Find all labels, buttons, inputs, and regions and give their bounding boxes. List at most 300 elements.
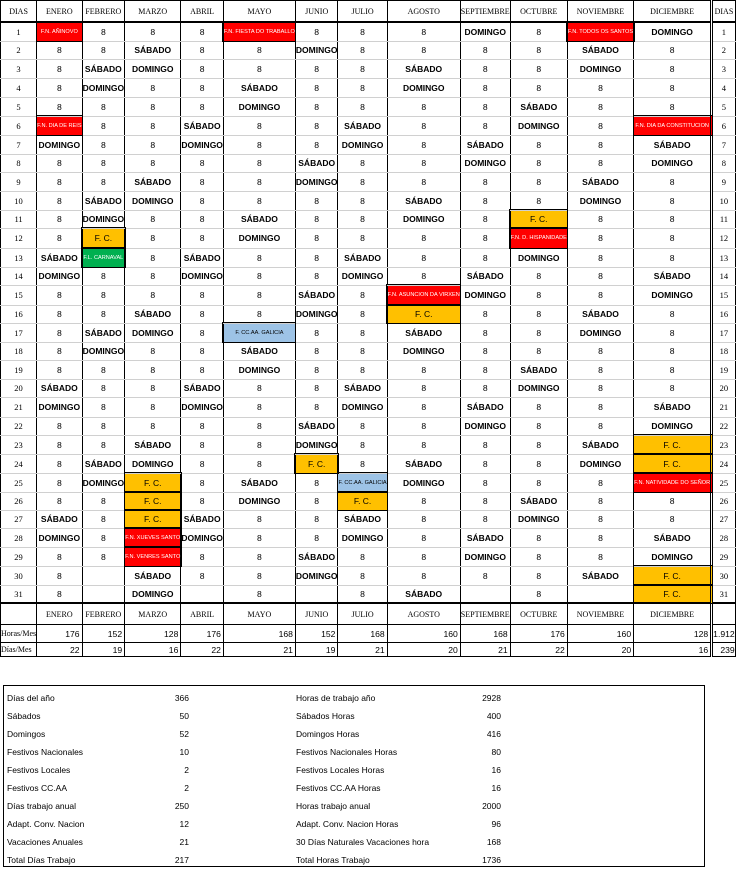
days-per-month-label: Días/Mes [1,643,37,657]
hours-cell: 8 [387,267,460,285]
weekend-cell: SÁBADO [338,379,387,397]
hours-cell: 8 [181,172,224,191]
hours-cell: 8 [634,41,712,59]
month-header: ABRIL [181,1,224,23]
hours-cell: 8 [295,59,338,78]
day-row [1,454,736,473]
hours-cell: 8 [634,360,712,379]
weekend-cell: SÁBADO [460,528,510,547]
hours-cell: 8 [181,417,224,435]
month-footer-row [1,603,736,625]
hours-cell: 8 [634,172,712,191]
weekend-cell: SÁBADO [125,566,181,585]
empty-cell [82,585,125,603]
day-number: 23 [712,435,736,454]
hours-cell: 8 [82,41,125,59]
summary-label: Festivos Locales Horas [296,765,385,775]
summary-value: 80 [491,747,501,757]
hours-cell: 8 [295,210,338,228]
weekend-cell: DOMINGO [223,492,295,510]
hours-cell: 8 [634,191,712,210]
hours-cell: 8 [295,510,338,528]
summary-label: Días del año [7,693,55,703]
hours-cell: 8 [37,342,82,360]
hours-cell: 8 [510,154,567,172]
summary-value: 2 [184,783,189,793]
hours-cell: 8 [634,492,712,510]
hours-cell: 8 [567,248,633,267]
weekend-cell: SÁBADO [295,154,338,172]
hours-cell: 8 [181,323,224,342]
hours-cell: 8 [567,78,633,97]
hours-cell: 8 [181,228,224,248]
holiday-cell: F.N. D. HISPANIDADE [510,228,567,248]
weekend-cell: DOMINGO [181,397,224,417]
weekend-cell: SÁBADO [460,135,510,154]
hours-cell: 8 [338,305,387,323]
hours-cell: 8 [295,97,338,116]
summary-label: Festivos Nacionales Horas [296,747,398,757]
hours-cell: 8 [338,585,387,603]
day-number: 25 [712,473,736,492]
weekend-cell: SÁBADO [37,510,82,528]
days-per-month-value: 22 [37,643,82,657]
hours-cell: 8 [460,379,510,397]
hours-cell: 8 [82,154,125,172]
day-number: 8 [1,154,37,172]
month-footer: AGOSTO [387,603,460,625]
hours-cell: 8 [82,360,125,379]
hours-cell: 8 [567,417,633,435]
summary-value: 16 [491,765,501,775]
month-header-row [1,1,736,23]
hours-per-month-value: 128 [634,625,712,643]
day-number: 18 [1,342,37,360]
day-number: 24 [712,454,736,473]
hours-cell: 8 [387,22,460,41]
weekend-cell: SÁBADO [181,248,224,267]
hours-per-month-value: 128 [125,625,181,643]
hours-cell: 8 [125,267,181,285]
hours-cell: 8 [460,116,510,135]
hours-cell: 8 [82,267,125,285]
holiday-cell: F. C. [510,210,567,228]
hours-per-month-value: 160 [567,625,633,643]
weekend-cell: DOMINGO [295,172,338,191]
summary-label: 30 Días Naturales Vacaciones hora [296,837,430,847]
weekend-cell: DOMINGO [510,379,567,397]
hours-cell: 8 [181,78,224,97]
month-header: SEPTIEMBRE [460,1,510,23]
day-number: 23 [1,435,37,454]
summary-label: Festivos CC.AA Horas [296,783,381,793]
hours-cell: 8 [223,566,295,585]
summary-value: 416 [486,729,501,739]
hours-cell: 8 [37,191,82,210]
hours-per-month-value: 176 [510,625,567,643]
summary-value: 21 [179,837,189,847]
weekend-cell: DOMINGO [125,585,181,603]
hours-cell: 8 [338,41,387,59]
hours-cell: 8 [125,285,181,305]
weekend-cell: SÁBADO [567,435,633,454]
summary-value: 16 [491,783,501,793]
hours-cell: 8 [82,22,125,41]
day-number: 24 [1,454,37,473]
weekend-cell: DOMINGO [181,267,224,285]
weekend-cell: DOMINGO [223,228,295,248]
hours-cell: 8 [37,228,82,248]
hours-cell: 8 [295,528,338,547]
summary-value: 10 [179,747,189,757]
hours-cell: 8 [460,342,510,360]
month-header: JULIO [338,1,387,23]
hours-per-month-value: 176 [181,625,224,643]
holiday-cell: F. C. [634,585,712,603]
weekend-cell: SÁBADO [295,417,338,435]
hours-cell: 8 [567,210,633,228]
hours-cell: 8 [82,116,125,135]
day-number: 1 [712,22,736,41]
hours-cell: 8 [510,135,567,154]
hours-cell: 8 [223,379,295,397]
day-number: 19 [712,360,736,379]
day-row [1,41,736,59]
hours-cell: 8 [223,285,295,305]
day-number: 15 [1,285,37,305]
holiday-cell: F.N. NATIVIDADE DO SEÑOR [634,473,712,492]
hours-cell: 8 [567,97,633,116]
hours-cell: 8 [338,78,387,97]
hours-cell: 8 [510,454,567,473]
day-number: 5 [712,97,736,116]
holiday-cell: F. C. [387,305,460,323]
hours-cell: 8 [460,59,510,78]
weekend-cell: DOMINGO [37,267,82,285]
hours-cell: 8 [223,116,295,135]
hours-cell: 8 [510,22,567,41]
hours-cell: 8 [125,135,181,154]
hours-cell: 8 [37,323,82,342]
hours-cell: 8 [82,417,125,435]
hours-cell: 8 [181,454,224,473]
dias-header: DIAS [712,1,736,23]
day-number: 7 [1,135,37,154]
day-number: 12 [1,228,37,248]
hours-cell: 8 [567,547,633,566]
holiday-cell: F. C. [82,228,125,248]
day-number: 21 [1,397,37,417]
hours-cell: 8 [634,248,712,267]
day-row [1,585,736,603]
hours-cell: 8 [223,154,295,172]
holiday-cell: F.N. VENRES SANTO [125,547,181,566]
hours-cell: 8 [634,323,712,342]
weekend-cell: SÁBADO [634,267,712,285]
hours-cell: 8 [567,397,633,417]
hours-cell: 8 [223,435,295,454]
hours-cell: 8 [387,154,460,172]
weekend-cell: SÁBADO [567,305,633,323]
weekend-cell: DOMINGO [37,528,82,547]
empty-cell [1,603,37,625]
hours-cell: 8 [223,267,295,285]
day-number: 22 [1,417,37,435]
weekend-cell: DOMINGO [387,342,460,360]
hours-cell: 8 [460,228,510,248]
summary-value: 2000 [482,801,501,811]
hours-cell: 8 [125,78,181,97]
weekend-cell: DOMINGO [567,323,633,342]
weekend-cell: SÁBADO [567,566,633,585]
day-number: 22 [712,417,736,435]
hours-cell: 8 [460,41,510,59]
summary-box [3,685,705,867]
hours-cell: 8 [181,285,224,305]
weekend-cell: DOMINGO [634,285,712,305]
hours-cell: 8 [387,360,460,379]
hours-cell: 8 [634,510,712,528]
weekend-cell: SÁBADO [295,547,338,566]
day-row [1,547,736,566]
hours-cell: 8 [460,78,510,97]
day-row [1,397,736,417]
hours-cell: 8 [295,492,338,510]
holiday-cell: F.N. FIESTA DO TRABALLO [223,22,295,41]
empty-cell [460,585,510,603]
hours-cell: 8 [634,379,712,397]
summary-value: 96 [491,819,501,829]
summary-label: Festivos CC.AA [7,783,67,793]
holiday-cell: F.N. DIA DE REIS [37,116,82,135]
hours-cell: 8 [37,473,82,492]
holiday-cell: F. C. [125,473,181,492]
days-per-month-value: 16 [634,643,712,657]
hours-cell: 8 [338,210,387,228]
hours-cell: 8 [510,41,567,59]
weekend-cell: DOMINGO [125,323,181,342]
day-number: 10 [712,191,736,210]
summary-label: Días trabajo anual [7,801,76,811]
summary-label: Horas trabajo anual [296,801,371,811]
hours-cell: 8 [223,248,295,267]
day-number: 5 [1,97,37,116]
hours-cell: 8 [181,210,224,228]
hours-cell: 8 [223,417,295,435]
holiday-cell: F.N. AÑINOVO [37,22,82,41]
hours-cell: 8 [82,135,125,154]
hours-cell: 8 [567,116,633,135]
holiday-cell: F. C. [338,492,387,510]
hours-cell: 8 [567,473,633,492]
hours-cell: 8 [295,397,338,417]
holiday-cell: F.N. XUEVES SANTO [125,528,181,547]
hours-cell: 8 [338,360,387,379]
day-number: 10 [1,191,37,210]
day-number: 30 [712,566,736,585]
weekend-cell: DOMINGO [567,454,633,473]
hours-cell: 8 [125,154,181,172]
day-number: 29 [712,547,736,566]
hours-cell: 8 [510,547,567,566]
days-per-month-value: 20 [567,643,633,657]
hours-cell: 8 [181,435,224,454]
weekend-cell: SÁBADO [387,323,460,342]
weekend-cell: DOMINGO [82,78,125,97]
hours-cell: 8 [223,528,295,547]
hours-cell: 8 [295,135,338,154]
hours-cell: 8 [82,305,125,323]
day-row [1,285,736,305]
hours-cell: 8 [82,397,125,417]
day-number: 3 [1,59,37,78]
hours-cell: 8 [387,41,460,59]
hours-cell: 8 [37,492,82,510]
day-number: 15 [712,285,736,305]
day-number: 25 [1,473,37,492]
day-row [1,210,736,228]
holiday-cell: F.N. TODOS OS SANTOS [567,22,633,41]
day-row [1,78,736,97]
weekend-cell: DOMINGO [125,59,181,78]
days-per-month-total: 239 [712,643,736,657]
day-row [1,360,736,379]
summary-label: Total Horas Trabajo [296,855,370,865]
hours-cell: 8 [181,41,224,59]
hours-cell: 8 [634,97,712,116]
weekend-cell: SÁBADO [181,116,224,135]
days-per-month-value: 20 [387,643,460,657]
hours-cell: 8 [634,228,712,248]
month-header: OCTUBRE [510,1,567,23]
empty-cell [295,585,338,603]
weekend-cell: DOMINGO [460,285,510,305]
day-row [1,172,736,191]
summary-value: 366 [174,693,189,703]
day-row [1,566,736,585]
month-footer: OCTUBRE [510,603,567,625]
day-row [1,510,736,528]
hours-cell: 8 [295,473,338,492]
hours-cell: 8 [567,342,633,360]
hours-cell: 8 [37,154,82,172]
day-row [1,342,736,360]
month-header: MAYO [223,1,295,23]
hours-cell: 8 [223,172,295,191]
month-header: NOVIEMBRE [567,1,633,23]
day-number: 29 [1,547,37,566]
hours-cell: 8 [338,59,387,78]
hours-cell: 8 [295,342,338,360]
day-number: 2 [1,41,37,59]
days-per-month-value: 22 [181,643,224,657]
hours-cell: 8 [338,547,387,566]
hours-cell: 8 [37,417,82,435]
weekend-cell: SÁBADO [387,59,460,78]
hours-per-month-value: 160 [387,625,460,643]
weekend-cell: DOMINGO [223,360,295,379]
day-number: 17 [1,323,37,342]
empty-cell [567,585,633,603]
weekend-cell: DOMINGO [82,342,125,360]
weekend-cell: SÁBADO [125,41,181,59]
hours-cell: 8 [37,547,82,566]
hours-per-month-value: 152 [295,625,338,643]
hours-cell: 8 [223,510,295,528]
hours-cell: 8 [181,22,224,41]
summary-label: Horas de trabajo año [296,693,376,703]
hours-cell: 8 [181,566,224,585]
weekend-cell: DOMINGO [460,547,510,566]
weekend-cell: DOMINGO [82,210,125,228]
weekend-cell: SÁBADO [125,435,181,454]
hours-cell: 8 [181,492,224,510]
summary-value: 217 [174,855,189,865]
hours-per-month-value: 168 [338,625,387,643]
weekend-cell: SÁBADO [223,210,295,228]
hours-per-month-total: 1.912 [712,625,736,643]
summary-value: 2928 [482,693,501,703]
day-number: 9 [1,172,37,191]
hours-cell: 8 [510,305,567,323]
hours-per-month-value: 168 [460,625,510,643]
day-row [1,492,736,510]
weekend-cell: SÁBADO [387,454,460,473]
hours-cell: 8 [460,323,510,342]
weekend-cell: DOMINGO [510,116,567,135]
day-number: 28 [1,528,37,547]
hours-cell: 8 [181,97,224,116]
day-number: 2 [712,41,736,59]
hours-cell: 8 [567,285,633,305]
hours-cell: 8 [37,41,82,59]
dias-header: DIAS [1,1,37,23]
hours-cell: 8 [338,285,387,305]
weekend-cell: SÁBADO [338,510,387,528]
weekend-cell: SÁBADO [387,585,460,603]
hours-cell: 8 [460,492,510,510]
hours-cell: 8 [510,342,567,360]
weekend-cell: SÁBADO [510,97,567,116]
weekend-cell: SÁBADO [295,285,338,305]
summary-value: 12 [179,819,189,829]
hours-cell: 8 [37,285,82,305]
day-number: 16 [712,305,736,323]
weekend-cell: SÁBADO [125,172,181,191]
hours-cell: 8 [37,172,82,191]
day-row [1,116,736,135]
hours-cell: 8 [125,379,181,397]
weekend-cell: SÁBADO [82,323,125,342]
hours-cell: 8 [125,417,181,435]
hours-cell: 8 [387,379,460,397]
summary-value: 250 [174,801,189,811]
day-row [1,228,736,248]
hours-cell: 8 [181,473,224,492]
hours-cell: 8 [181,191,224,210]
day-number: 30 [1,566,37,585]
hours-cell: 8 [510,397,567,417]
hours-cell: 8 [634,78,712,97]
hours-cell: 8 [460,97,510,116]
hours-cell: 8 [295,116,338,135]
hours-cell: 8 [510,267,567,285]
hours-cell: 8 [510,528,567,547]
hours-cell: 8 [510,473,567,492]
hours-cell: 8 [338,172,387,191]
day-row [1,473,736,492]
hours-cell: 8 [125,97,181,116]
